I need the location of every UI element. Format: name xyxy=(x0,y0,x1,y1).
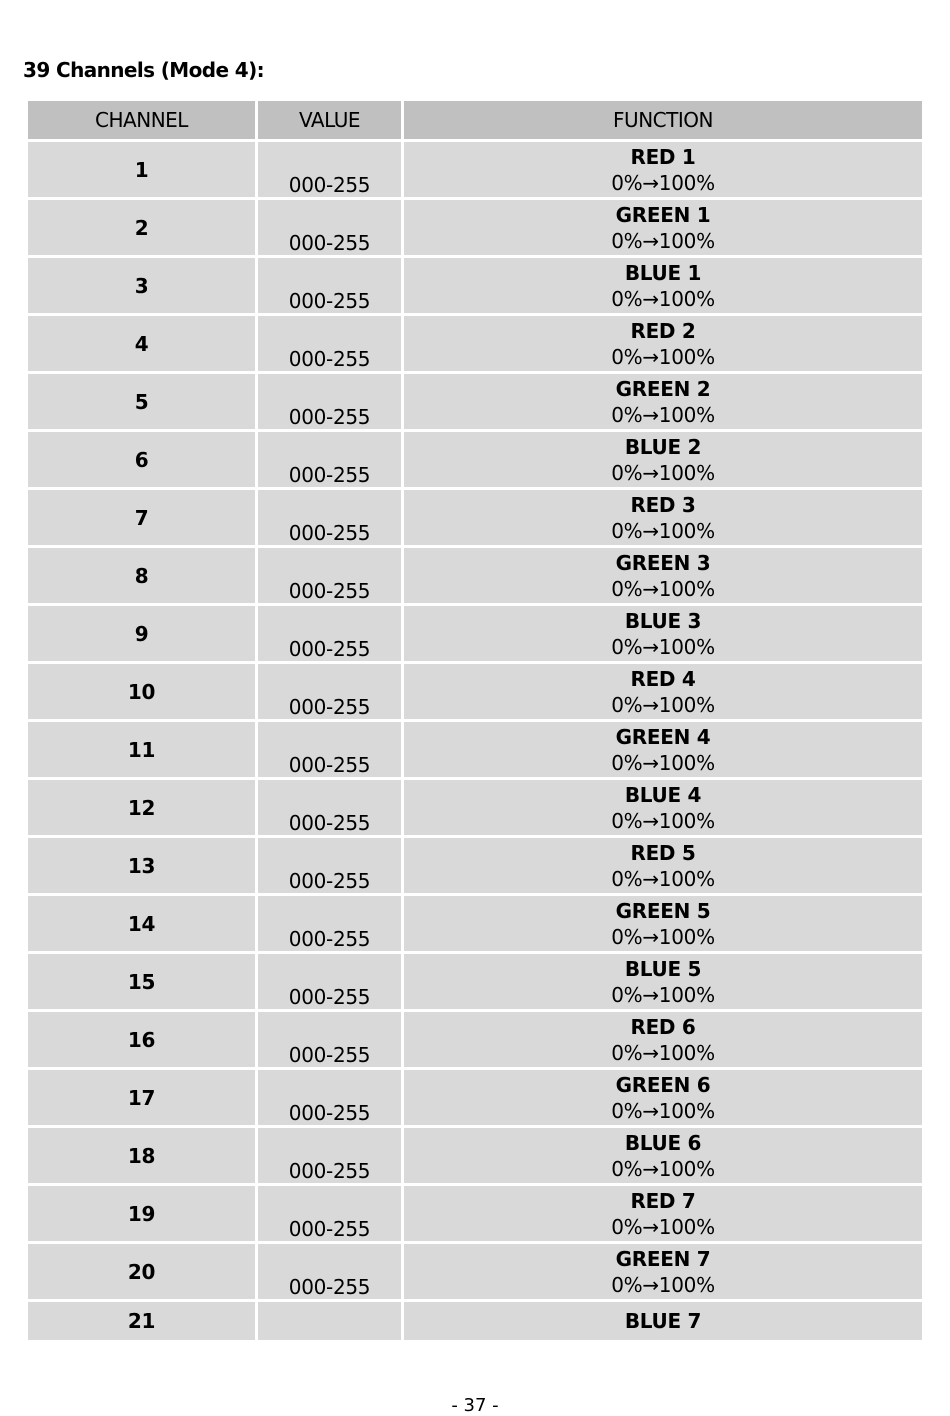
value-cell: 000-255 xyxy=(258,838,401,893)
function-range: 0%→100% xyxy=(611,982,715,1007)
table-row xyxy=(28,722,922,777)
page-number: - 37 - xyxy=(451,1395,499,1416)
column-header-channel: CHANNEL xyxy=(28,101,255,139)
function-cell xyxy=(404,316,922,371)
channel-cell: 13 xyxy=(28,838,255,893)
channel-cell: 4 xyxy=(28,316,255,371)
table-row xyxy=(28,780,922,835)
table-row xyxy=(28,1186,922,1241)
value-cell: 000-255 xyxy=(258,432,401,487)
table-row xyxy=(28,200,922,255)
function-range: 0%→100% xyxy=(611,1156,715,1181)
table-header-row xyxy=(28,101,922,139)
value-cell xyxy=(258,1302,401,1340)
function-name: RED 4 xyxy=(630,666,696,691)
table-row xyxy=(28,316,922,371)
channel-cell: 5 xyxy=(28,374,255,429)
table-row xyxy=(28,896,922,951)
value-cell: 000-255 xyxy=(258,258,401,313)
function-range: 0%→100% xyxy=(611,228,715,253)
function-name: GREEN 2 xyxy=(615,376,711,401)
function-cell xyxy=(404,432,922,487)
function-range: 0%→100% xyxy=(611,402,715,427)
function-name: BLUE 3 xyxy=(624,608,702,633)
value-cell: 000-255 xyxy=(258,490,401,545)
function-range: 0%→100% xyxy=(611,518,715,543)
table-row xyxy=(28,548,922,603)
function-range: 0%→100% xyxy=(611,170,715,195)
function-range: 0%→100% xyxy=(611,750,715,775)
channel-cell: 11 xyxy=(28,722,255,777)
function-name: GREEN 1 xyxy=(615,202,711,227)
function-name: RED 3 xyxy=(630,492,696,517)
function-range: 0%→100% xyxy=(611,286,715,311)
channel-cell: 2 xyxy=(28,200,255,255)
function-name: RED 5 xyxy=(630,840,696,865)
section-heading: 39 Channels (Mode 4): xyxy=(23,58,265,82)
value-cell: 000-255 xyxy=(258,1186,401,1241)
table-row xyxy=(28,1302,922,1340)
channel-cell: 12 xyxy=(28,780,255,835)
value-cell: 000-255 xyxy=(258,142,401,197)
function-name: GREEN 7 xyxy=(615,1246,711,1271)
channel-cell: 17 xyxy=(28,1070,255,1125)
function-cell xyxy=(404,954,922,1009)
function-cell xyxy=(404,374,922,429)
function-name: GREEN 5 xyxy=(615,898,711,923)
function-cell xyxy=(404,722,922,777)
function-cell xyxy=(404,1012,922,1067)
value-cell: 000-255 xyxy=(258,780,401,835)
function-name: RED 6 xyxy=(630,1014,696,1039)
channel-cell: 1 xyxy=(28,142,255,197)
channel-cell: 18 xyxy=(28,1128,255,1183)
channel-cell: 7 xyxy=(28,490,255,545)
channel-cell: 6 xyxy=(28,432,255,487)
function-range: 0%→100% xyxy=(611,924,715,949)
function-range: 0%→100% xyxy=(611,634,715,659)
dmx-channel-table xyxy=(25,98,925,1343)
function-range: 0%→100% xyxy=(611,866,715,891)
function-cell xyxy=(404,606,922,661)
value-cell: 000-255 xyxy=(258,200,401,255)
function-cell xyxy=(404,200,922,255)
function-name: BLUE 1 xyxy=(624,260,702,285)
value-cell: 000-255 xyxy=(258,954,401,1009)
function-name: GREEN 4 xyxy=(615,724,711,749)
table-row xyxy=(28,1070,922,1125)
function-cell xyxy=(404,142,922,197)
value-cell: 000-255 xyxy=(258,1244,401,1299)
value-cell: 000-255 xyxy=(258,316,401,371)
channel-cell: 19 xyxy=(28,1186,255,1241)
function-range: 0%→100% xyxy=(611,692,715,717)
function-cell xyxy=(404,838,922,893)
function-cell xyxy=(404,490,922,545)
function-name: RED 2 xyxy=(630,318,696,343)
function-range: 0%→100% xyxy=(611,344,715,369)
function-cell xyxy=(404,896,922,951)
channel-cell: 3 xyxy=(28,258,255,313)
column-header-value: VALUE xyxy=(258,101,401,139)
function-range: 0%→100% xyxy=(611,576,715,601)
channel-cell: 10 xyxy=(28,664,255,719)
function-name: GREEN 3 xyxy=(615,550,711,575)
table-row xyxy=(28,258,922,313)
value-cell: 000-255 xyxy=(258,664,401,719)
function-cell xyxy=(404,1128,922,1183)
table-row xyxy=(28,490,922,545)
function-name: BLUE 2 xyxy=(624,434,702,459)
channel-cell: 20 xyxy=(28,1244,255,1299)
value-cell: 000-255 xyxy=(258,896,401,951)
function-cell xyxy=(404,664,922,719)
function-name: RED 7 xyxy=(630,1188,696,1213)
function-name: BLUE 6 xyxy=(624,1130,702,1155)
function-range: 0%→100% xyxy=(611,460,715,485)
table-row xyxy=(28,664,922,719)
channel-cell: 21 xyxy=(28,1302,255,1340)
function-cell xyxy=(404,548,922,603)
function-name: BLUE 5 xyxy=(624,956,702,981)
table-row xyxy=(28,1128,922,1183)
function-name: RED 1 xyxy=(630,144,696,169)
column-header-function: FUNCTION xyxy=(404,101,922,139)
function-range: 0%→100% xyxy=(611,808,715,833)
table-row xyxy=(28,954,922,1009)
function-name: BLUE 7 xyxy=(624,1309,702,1333)
table-row xyxy=(28,838,922,893)
table-row xyxy=(28,606,922,661)
function-range: 0%→100% xyxy=(611,1272,715,1297)
table-row xyxy=(28,1244,922,1299)
function-cell xyxy=(404,1070,922,1125)
table-body xyxy=(28,142,922,1340)
function-cell xyxy=(404,1244,922,1299)
function-cell xyxy=(404,1186,922,1241)
value-cell: 000-255 xyxy=(258,606,401,661)
function-cell xyxy=(404,258,922,313)
table-row xyxy=(28,432,922,487)
value-cell: 000-255 xyxy=(258,1012,401,1067)
value-cell: 000-255 xyxy=(258,548,401,603)
function-cell xyxy=(404,780,922,835)
value-cell: 000-255 xyxy=(258,722,401,777)
channel-cell: 14 xyxy=(28,896,255,951)
channel-cell: 15 xyxy=(28,954,255,1009)
table-row xyxy=(28,142,922,197)
channel-cell: 9 xyxy=(28,606,255,661)
function-name: BLUE 4 xyxy=(624,782,702,807)
channel-cell: 16 xyxy=(28,1012,255,1067)
function-name: GREEN 6 xyxy=(615,1072,711,1097)
value-cell: 000-255 xyxy=(258,1070,401,1125)
function-range: 0%→100% xyxy=(611,1040,715,1065)
value-cell: 000-255 xyxy=(258,374,401,429)
function-cell xyxy=(404,1302,922,1340)
channel-cell: 8 xyxy=(28,548,255,603)
table-row xyxy=(28,1012,922,1067)
value-cell: 000-255 xyxy=(258,1128,401,1183)
function-range: 0%→100% xyxy=(611,1214,715,1239)
table-row xyxy=(28,374,922,429)
function-range: 0%→100% xyxy=(611,1098,715,1123)
